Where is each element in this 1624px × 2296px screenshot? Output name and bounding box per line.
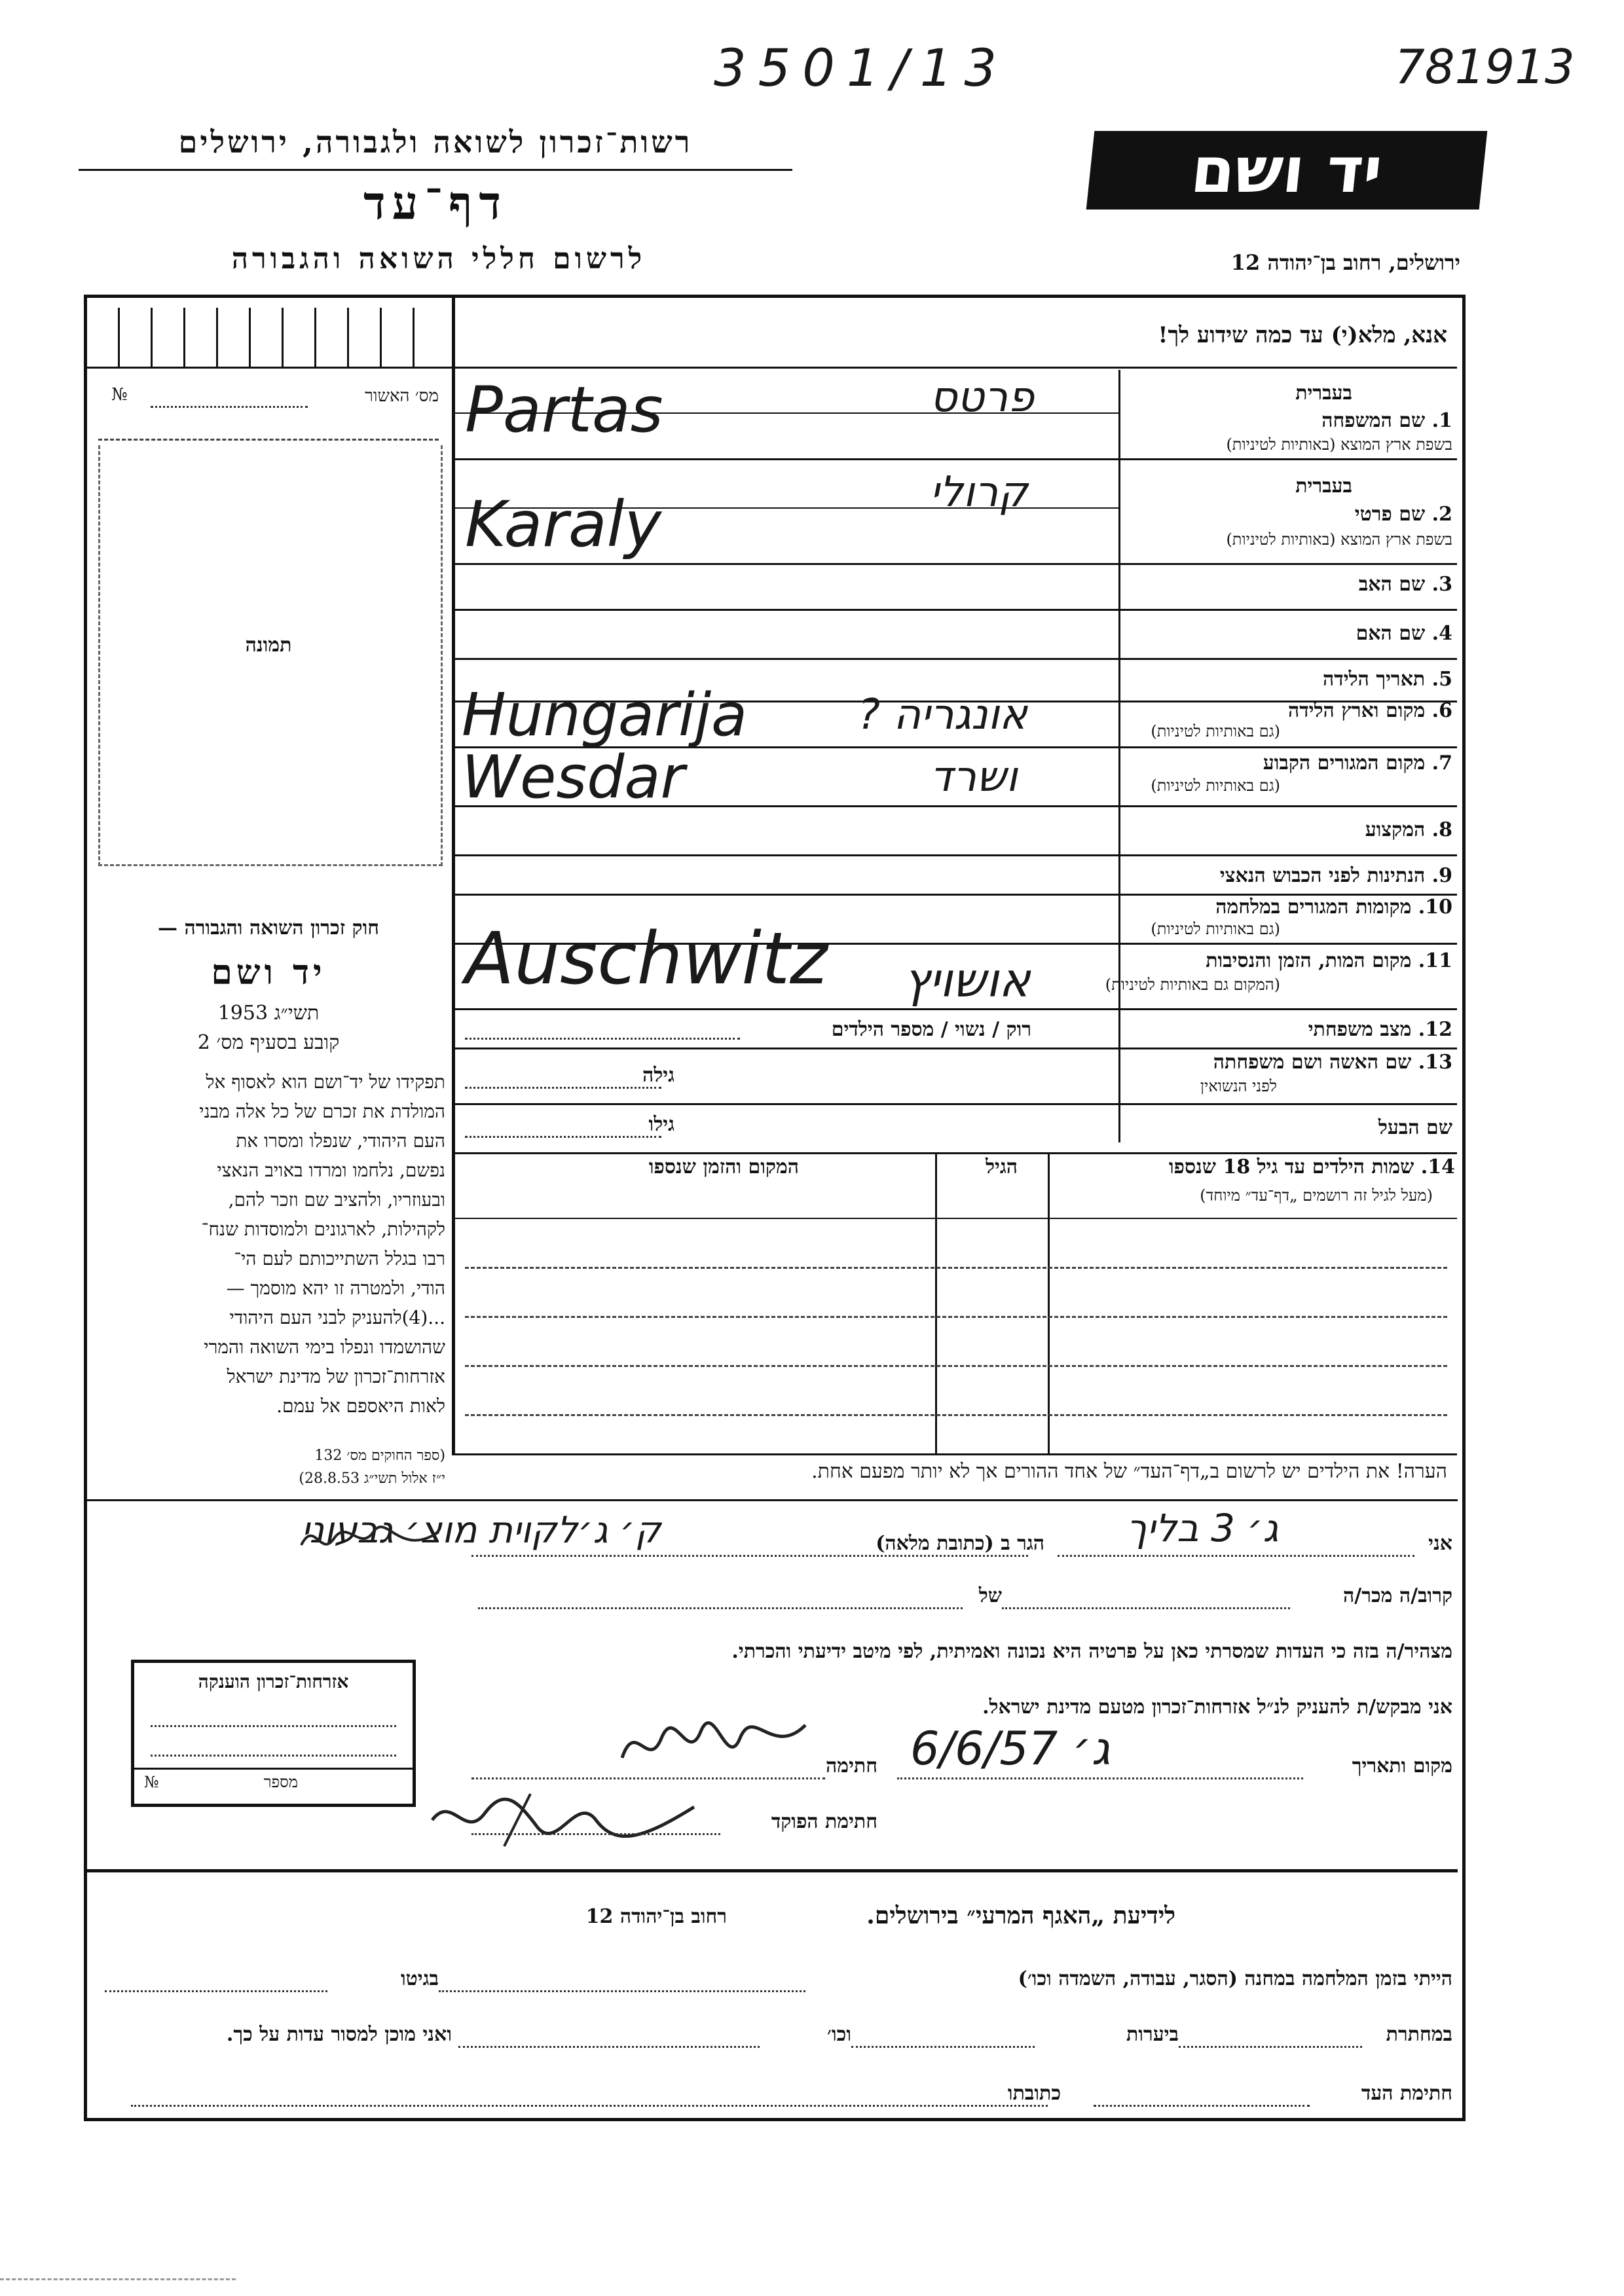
declaration-request: אני מבקש/ת להעניק לנ״ל אזרחות־זכרון מטעם מדינת ישראל. <box>982 1696 1452 1719</box>
citizenship-number-label: מספר <box>263 1773 298 1791</box>
f6-label: 6. מקום וארץ הלידה <box>1287 699 1452 722</box>
photo-label: תמונה <box>245 634 292 657</box>
law-line: המולדת את זכרם של כל אלה מבני <box>199 1101 445 1122</box>
resides-value[interactable]: ק׳ ג׳לקוית מוצ׳ גבעוני <box>301 1509 661 1552</box>
margin-scribble <box>295 1512 445 1565</box>
place-date-value[interactable]: ג׳ 6/6/57 <box>910 1722 1111 1776</box>
f6-hebrew-value[interactable]: אונגריה ? <box>858 691 1027 739</box>
law-line: העם היהודי, שנפלו ומסרו את <box>236 1130 445 1152</box>
archive-line2-underground: במחתרת <box>1386 2023 1452 2046</box>
law-line: לאות היאספם אל עמם. <box>276 1395 445 1417</box>
law-line: הודי, ולמטרה זו יהא מוסמך — <box>226 1277 445 1299</box>
citizenship-title: אזרחות־זכרון הוענקה <box>198 1671 349 1692</box>
law-line: שהושמדו ונפלו בימי השואה והמרי <box>204 1336 445 1358</box>
logo-text: יד ושם <box>1187 134 1386 207</box>
children-col-age: הגיל <box>985 1156 1018 1178</box>
resides-label: הגר ב (כתובת מלאה) <box>876 1532 1044 1555</box>
f12-options[interactable]: רוק / נשוי / מספר הילדים <box>831 1018 1031 1041</box>
f11-hebrew-value[interactable]: אושויץ <box>904 953 1031 1008</box>
f7-hebrew-value[interactable]: ושרד <box>930 753 1018 801</box>
archive-line2-forests: ביערות <box>1126 2023 1179 2046</box>
law-title: חוק זכרון השואה והגבורה — <box>158 917 379 939</box>
law-line: ...(4)להעניק לבני העם היהודי <box>229 1307 445 1328</box>
f1-heb-tag: בעברית <box>1295 382 1352 405</box>
husband-age-label: גילו <box>648 1113 674 1136</box>
law-source: (ספר החוקים מס׳ 132 <box>314 1448 445 1464</box>
f11-label: 11. מקום המות, הזמן והנסיבות <box>1206 949 1452 972</box>
approval-no: № <box>111 385 128 405</box>
intro-text: אנא, מלא(י) עד כמה שידוע לך! <box>1158 322 1447 348</box>
citizenship-number-no: № <box>144 1773 159 1791</box>
citizenship-box <box>131 1660 416 1807</box>
f8-label: 8. המקצוע <box>1365 818 1452 841</box>
declarant-name[interactable]: ג׳ 3 בליך <box>1126 1506 1279 1550</box>
archive-witness-signature: חתימת העד <box>1361 2082 1452 2105</box>
f7-sub: (גם באותיות לטיניות) <box>1151 776 1280 795</box>
margin-scribble-svg <box>295 1512 445 1565</box>
children-col-place: המקום והזמן שנספו <box>648 1156 799 1178</box>
f13-label: 13. שם האשה ושם משפחתה <box>1213 1051 1452 1074</box>
f11-sub: (המקום גם באותיות לטיניות) <box>1105 975 1280 994</box>
signature-mark <box>616 1712 812 1777</box>
law-text <box>92 1067 445 1421</box>
f10-sub: (גם באותיות לטיניות) <box>1151 920 1280 938</box>
archive-address: רחוב בן־יהודה 12 <box>585 1905 727 1928</box>
law-line: רבו בגלל השתייכותם לעם הי־ <box>234 1248 445 1269</box>
children-sub: (מעל לגיל זה רושמים „דף־עד״ מיוחד) <box>1200 1186 1433 1205</box>
f2-heb-tag: בעברית <box>1295 475 1352 498</box>
clerk-signature <box>426 1781 701 1853</box>
f7-latin-value[interactable]: Wesdar <box>462 743 685 812</box>
f2-label: 2. שם פרטי <box>1354 503 1452 526</box>
clerk-label: חתימת הפוקד <box>771 1810 877 1833</box>
f3-label: 3. שם האב <box>1358 573 1452 596</box>
f1-sub: בשפת ארץ המוצא (באותיות לטיניות) <box>1226 435 1452 454</box>
law-line: נפשם, נלחמו ומרדו באויב הנאצי <box>217 1159 445 1181</box>
header-address: ירושלים, רחוב בן־יהודה 12 <box>1230 250 1460 275</box>
f6-latin-value[interactable]: Hungarija <box>462 681 748 750</box>
law-line: ובעוזריו, ולהציב שם וזכר להם, <box>228 1189 445 1211</box>
f1-latin-value[interactable]: Partas <box>465 373 663 446</box>
law-line: תפקידו של יד־ושם הוא לאסוף אל <box>206 1071 445 1093</box>
law-source-date: י״ז אלול תשי״ג 28.8.53) <box>299 1470 445 1487</box>
f11-latin-value[interactable]: Auschwitz <box>465 917 828 1000</box>
f7-label: 7. מקום המגורים הקבוע <box>1263 752 1452 774</box>
of-label: של <box>978 1584 1002 1607</box>
f12-label: 12. מצב משפחתי <box>1308 1018 1452 1041</box>
f5-label: 5. תאריך הלידה <box>1323 668 1452 691</box>
declarant-label: אני <box>1428 1532 1452 1555</box>
f1-hebrew-value[interactable]: פרטס <box>930 373 1035 422</box>
archive-witness-address: כתובתו <box>1007 2082 1061 2105</box>
form-title: דף־עד <box>363 175 507 230</box>
form-subtitle: לרשום חללי השואה והגבורה <box>231 242 646 276</box>
archive-title: לידיעת „האגף המרעי״ בירושלים. <box>866 1902 1175 1929</box>
archive-line1: הייתי בזמן המלחמה במחנה (הסגר, עבודה, השמדה וכו׳) <box>1018 1967 1452 1990</box>
law-clause: קובע בסעיף מס׳ 2 <box>197 1031 340 1054</box>
children-note: הערה! את הילדים יש לרשום ב„דף־העד״ של אחד ההורים אך לא יותר מפעם אחת. <box>811 1460 1447 1483</box>
law-line: אזרחות־זכרון של מדינת ישראל <box>227 1366 445 1387</box>
yad-vashem-logo <box>1086 131 1488 210</box>
f2-hebrew-value[interactable]: קרולי <box>930 468 1028 517</box>
husband-label: שם הבעל <box>1378 1116 1452 1139</box>
relative-label: קרוב/ה מכר/ה <box>1343 1584 1452 1607</box>
archive-line2-ready: ואני מוכן למסור עדות על כך. <box>226 2023 452 2046</box>
f9-label: 9. הנתינות לפני הכבוש הנאצי <box>1219 864 1452 887</box>
approval-label: מס׳ האשור <box>365 386 439 406</box>
archive-line1-end: בגיטו <box>400 1967 439 1990</box>
f13-sub: לפני הנשואין <box>1200 1077 1277 1095</box>
file-number: 3501/13 <box>714 39 1009 98</box>
f4-label: 4. שם האם <box>1356 622 1452 645</box>
f2-latin-value[interactable]: Karaly <box>465 488 662 561</box>
archive-line2-etc: וכו׳ <box>827 2023 851 2046</box>
clerk-scribble <box>426 1781 701 1853</box>
signature-label: חתימה <box>826 1755 877 1777</box>
f10-label: 10. מקומות המגורים במלחמה <box>1215 896 1452 919</box>
f2-sub: בשפת ארץ המוצא (באותיות לטיניות) <box>1226 530 1452 549</box>
authority-line: רשות־זכרון לשואה ולגבורה, ירושלים <box>178 124 693 160</box>
f6-sub: (גם באותיות לטיניות) <box>1151 722 1280 740</box>
children-label: 14. שמות הילדים עד גיל 18 שנספו <box>1168 1156 1455 1178</box>
place-date-label: מקום ותאריך <box>1352 1755 1452 1777</box>
wife-age-label: גילה <box>642 1064 674 1087</box>
law-line: לקהילות, לארגונים ולמוסדות שנח־ <box>201 1218 445 1240</box>
law-year: תשי״ג 1953 <box>217 1002 320 1025</box>
law-name: יד ושם <box>211 953 326 993</box>
declaration-statement: מצהיר/ה בזה כי העדות שמסרתי כאן על פרטיה היא נכונה ואמיתית, לפי מיטב ידיעתי והכרתי. <box>731 1640 1452 1663</box>
corner-number: 781913 <box>1395 39 1575 94</box>
signature-scribble <box>616 1712 812 1777</box>
f1-label: 1. שם המשפחה <box>1321 409 1452 432</box>
